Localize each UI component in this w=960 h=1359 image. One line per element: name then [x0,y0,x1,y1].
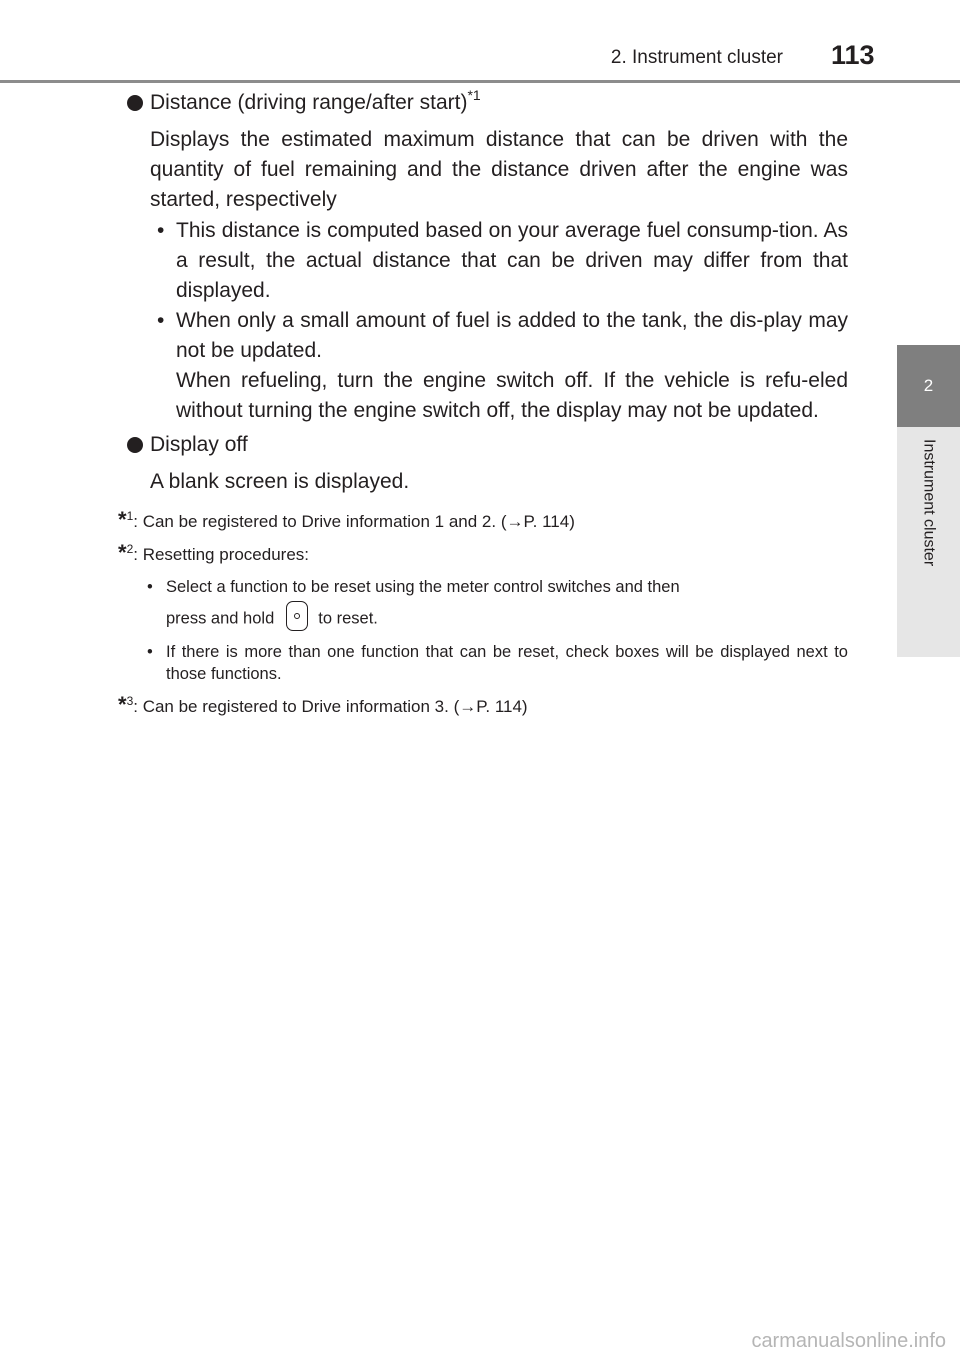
footnote-2 [118,542,848,685]
footnote-asterisk: * [118,692,127,717]
header-section-title: 2. Instrument cluster [610,47,783,68]
section-description: Displays the estimated maximum distance that can be driven with the quantity of fuel remaining and the distance driven after the engine was started, respectively [150,128,848,211]
press-hold-text: press and hold [166,609,275,628]
list-item-text: When only a small amount of fuel is added to the tank, the dis-play may not be updated. [176,309,848,362]
footnote-text: : Resetting procedures: [133,545,310,564]
bullet-dot-icon: • [147,643,153,661]
to-reset-text: to reset. [318,609,378,628]
watermark: carmanualsonline.info [751,1330,946,1352]
footnote-number: 1 [126,509,134,523]
list-item [150,216,848,306]
footnote-3 [118,694,848,718]
footnote-1 [118,509,848,533]
section-heading-text: Display off [150,433,248,456]
section-description: A blank screen is displayed. [150,470,410,493]
list-item-continuation: When refueling, turn the engine switch off. If the vehicle is refu-eled without turning the engine switch off, the display may not be updated. [176,369,848,422]
footnote-asterisk: * [118,507,127,532]
bullet-dot-icon: • [147,578,153,596]
section-heading-text: Distance (driving range/after start) [150,91,468,114]
footnote-text: : Can be registered to Drive information 3. (→P. 114) [133,697,528,716]
chapter-tab-label-text: Instrument cluster [920,439,938,567]
chapter-tab-number[interactable]: 2 [897,345,960,427]
bullet-dot-icon: • [157,219,165,242]
footnote-number: 2 [126,542,134,556]
footnote-ref-1[interactable]: *1 [467,87,481,103]
chapter-tab-label [897,427,960,657]
list-item-text: If there is more than one function that can be reset, check boxes will be displayed next to those functions. [166,643,848,683]
footnotes [118,509,848,718]
page-content [118,87,848,718]
list-item [140,576,848,634]
footnote-list [140,576,848,685]
filled-circle-bullet-icon [127,95,143,111]
page-number: 113 [831,40,875,70]
bullet-dot-icon: • [157,309,165,332]
footnote-number: 3 [126,694,134,708]
header-divider [0,80,960,83]
list-item [150,306,848,426]
filled-circle-bullet-icon [127,437,143,453]
list-item [140,641,848,685]
section-heading-display-off [128,430,848,460]
meter-control-ok-switch-icon [286,601,308,631]
press-and-hold-line [166,604,848,634]
list-item-text: This distance is computed based on your average fuel consump-tion. As a result, the actual distance that can be driven may differ from that displayed. [176,219,848,302]
footnote-asterisk: * [118,540,127,565]
footnote-text: : Can be registered to Drive information 1 and 2. (→P. 114) [133,512,575,531]
list-item-text: Select a function to be reset using the meter control switches and then [166,578,680,596]
section-heading-distance [128,88,848,118]
bullet-list [150,216,848,426]
